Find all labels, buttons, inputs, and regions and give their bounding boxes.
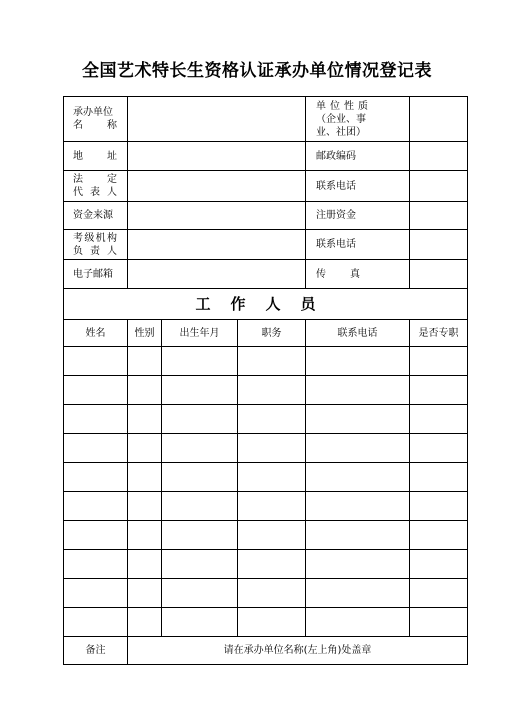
registration-form-table (63, 96, 468, 665)
staff-cell[interactable] (64, 463, 128, 492)
staff-cell[interactable] (64, 550, 128, 579)
info-row (64, 230, 468, 260)
label-unit-nature: 单位性质 （企业、事 业、社团） (306, 97, 410, 142)
staff-row (64, 521, 468, 550)
exam-head-field[interactable] (128, 230, 306, 260)
staff-cell[interactable] (162, 608, 238, 637)
staff-cell[interactable] (306, 405, 410, 434)
staff-cell[interactable] (238, 608, 306, 637)
phone-field-1[interactable] (410, 171, 468, 202)
staff-cell[interactable] (306, 579, 410, 608)
col-header-gender: 性别 (128, 320, 162, 347)
legal-rep-field[interactable] (128, 171, 306, 202)
remark-label: 备注 (64, 637, 128, 665)
info-row (64, 202, 468, 230)
staff-row (64, 608, 468, 637)
col-header-phone: 联系电话 (306, 320, 410, 347)
staff-cell[interactable] (238, 347, 306, 376)
staff-cell[interactable] (128, 608, 162, 637)
staff-section-title: 工作人员 (64, 289, 468, 320)
address-field[interactable] (128, 142, 306, 171)
label-address: 地 址 (64, 142, 128, 171)
staff-row (64, 550, 468, 579)
staff-cell[interactable] (162, 376, 238, 405)
staff-cell[interactable] (306, 434, 410, 463)
staff-cell[interactable] (410, 521, 468, 550)
staff-cell[interactable] (306, 463, 410, 492)
staff-cell[interactable] (128, 492, 162, 521)
info-row (64, 171, 468, 202)
staff-cell[interactable] (128, 550, 162, 579)
staff-cell[interactable] (162, 579, 238, 608)
staff-cell[interactable] (306, 492, 410, 521)
postal-code-field[interactable] (410, 142, 468, 171)
staff-row (64, 492, 468, 521)
staff-cell[interactable] (128, 376, 162, 405)
staff-row (64, 579, 468, 608)
staff-cell[interactable] (238, 434, 306, 463)
staff-cell[interactable] (410, 550, 468, 579)
staff-cell[interactable] (306, 376, 410, 405)
label-email: 电子邮箱 (64, 260, 128, 289)
unit-nature-field[interactable] (410, 97, 468, 142)
staff-cell[interactable] (162, 347, 238, 376)
staff-cell[interactable] (410, 376, 468, 405)
info-row (64, 97, 468, 142)
staff-cell[interactable] (306, 550, 410, 579)
col-header-birth: 出生年月 (162, 320, 238, 347)
staff-cell[interactable] (128, 405, 162, 434)
staff-cell[interactable] (64, 405, 128, 434)
staff-cell[interactable] (162, 463, 238, 492)
staff-cell[interactable] (238, 550, 306, 579)
staff-cell[interactable] (162, 492, 238, 521)
staff-row (64, 434, 468, 463)
phone-field-2[interactable] (410, 230, 468, 260)
staff-cell[interactable] (128, 434, 162, 463)
remark-text: 请在承办单位名称(左上角)处盖章 (128, 637, 468, 665)
staff-cell[interactable] (306, 521, 410, 550)
staff-cell[interactable] (410, 492, 468, 521)
info-row (64, 260, 468, 289)
staff-cell[interactable] (410, 579, 468, 608)
email-field[interactable] (128, 260, 306, 289)
label-registered-capital: 注册资金 (306, 202, 410, 230)
staff-header-row (64, 320, 468, 347)
staff-row (64, 463, 468, 492)
staff-cell[interactable] (64, 521, 128, 550)
col-header-name: 姓名 (64, 320, 128, 347)
staff-row (64, 376, 468, 405)
label-fax: 传 真 (306, 260, 410, 289)
col-header-position: 职务 (238, 320, 306, 347)
staff-cell[interactable] (64, 434, 128, 463)
staff-cell[interactable] (238, 376, 306, 405)
col-header-fulltime: 是否专职 (410, 320, 468, 347)
label-phone-1: 联系电话 (306, 171, 410, 202)
staff-cell[interactable] (162, 521, 238, 550)
staff-cell[interactable] (128, 579, 162, 608)
label-exam-head: 考级机构 负责人 (64, 230, 128, 260)
staff-cell[interactable] (306, 347, 410, 376)
label-postal-code: 邮政编码 (306, 142, 410, 171)
staff-cell[interactable] (238, 492, 306, 521)
form-title: 全国艺术特长生资格认证承办单位情况登记表 (82, 61, 432, 81)
staff-cell[interactable] (410, 434, 468, 463)
staff-section-header-row (64, 289, 468, 320)
staff-row (64, 405, 468, 434)
staff-cell[interactable] (238, 405, 306, 434)
staff-cell[interactable] (410, 608, 468, 637)
fax-field[interactable] (410, 260, 468, 289)
staff-cell[interactable] (64, 347, 128, 376)
staff-cell[interactable] (162, 550, 238, 579)
remark-row (64, 637, 468, 665)
staff-cell[interactable] (64, 492, 128, 521)
staff-cell[interactable] (238, 579, 306, 608)
staff-cell[interactable] (410, 405, 468, 434)
staff-cell[interactable] (128, 463, 162, 492)
staff-cell[interactable] (410, 463, 468, 492)
funding-source-field[interactable] (128, 202, 306, 230)
staff-cell[interactable] (162, 405, 238, 434)
label-phone-2: 联系电话 (306, 230, 410, 260)
label-funding-source: 资金来源 (64, 202, 128, 230)
info-row (64, 142, 468, 171)
staff-cell[interactable] (128, 521, 162, 550)
staff-cell[interactable] (410, 347, 468, 376)
staff-cell[interactable] (306, 608, 410, 637)
staff-cell[interactable] (64, 376, 128, 405)
staff-row (64, 347, 468, 376)
staff-cell[interactable] (128, 347, 162, 376)
label-legal-rep: 法 定 代表人 (64, 171, 128, 202)
staff-cell[interactable] (64, 608, 128, 637)
organizer-name-field[interactable] (128, 97, 306, 142)
staff-cell[interactable] (162, 434, 238, 463)
registered-capital-field[interactable] (410, 202, 468, 230)
staff-cell[interactable] (238, 521, 306, 550)
staff-cell[interactable] (64, 579, 128, 608)
staff-cell[interactable] (238, 463, 306, 492)
label-organizer-name: 承办单位 名 称 (64, 97, 128, 142)
